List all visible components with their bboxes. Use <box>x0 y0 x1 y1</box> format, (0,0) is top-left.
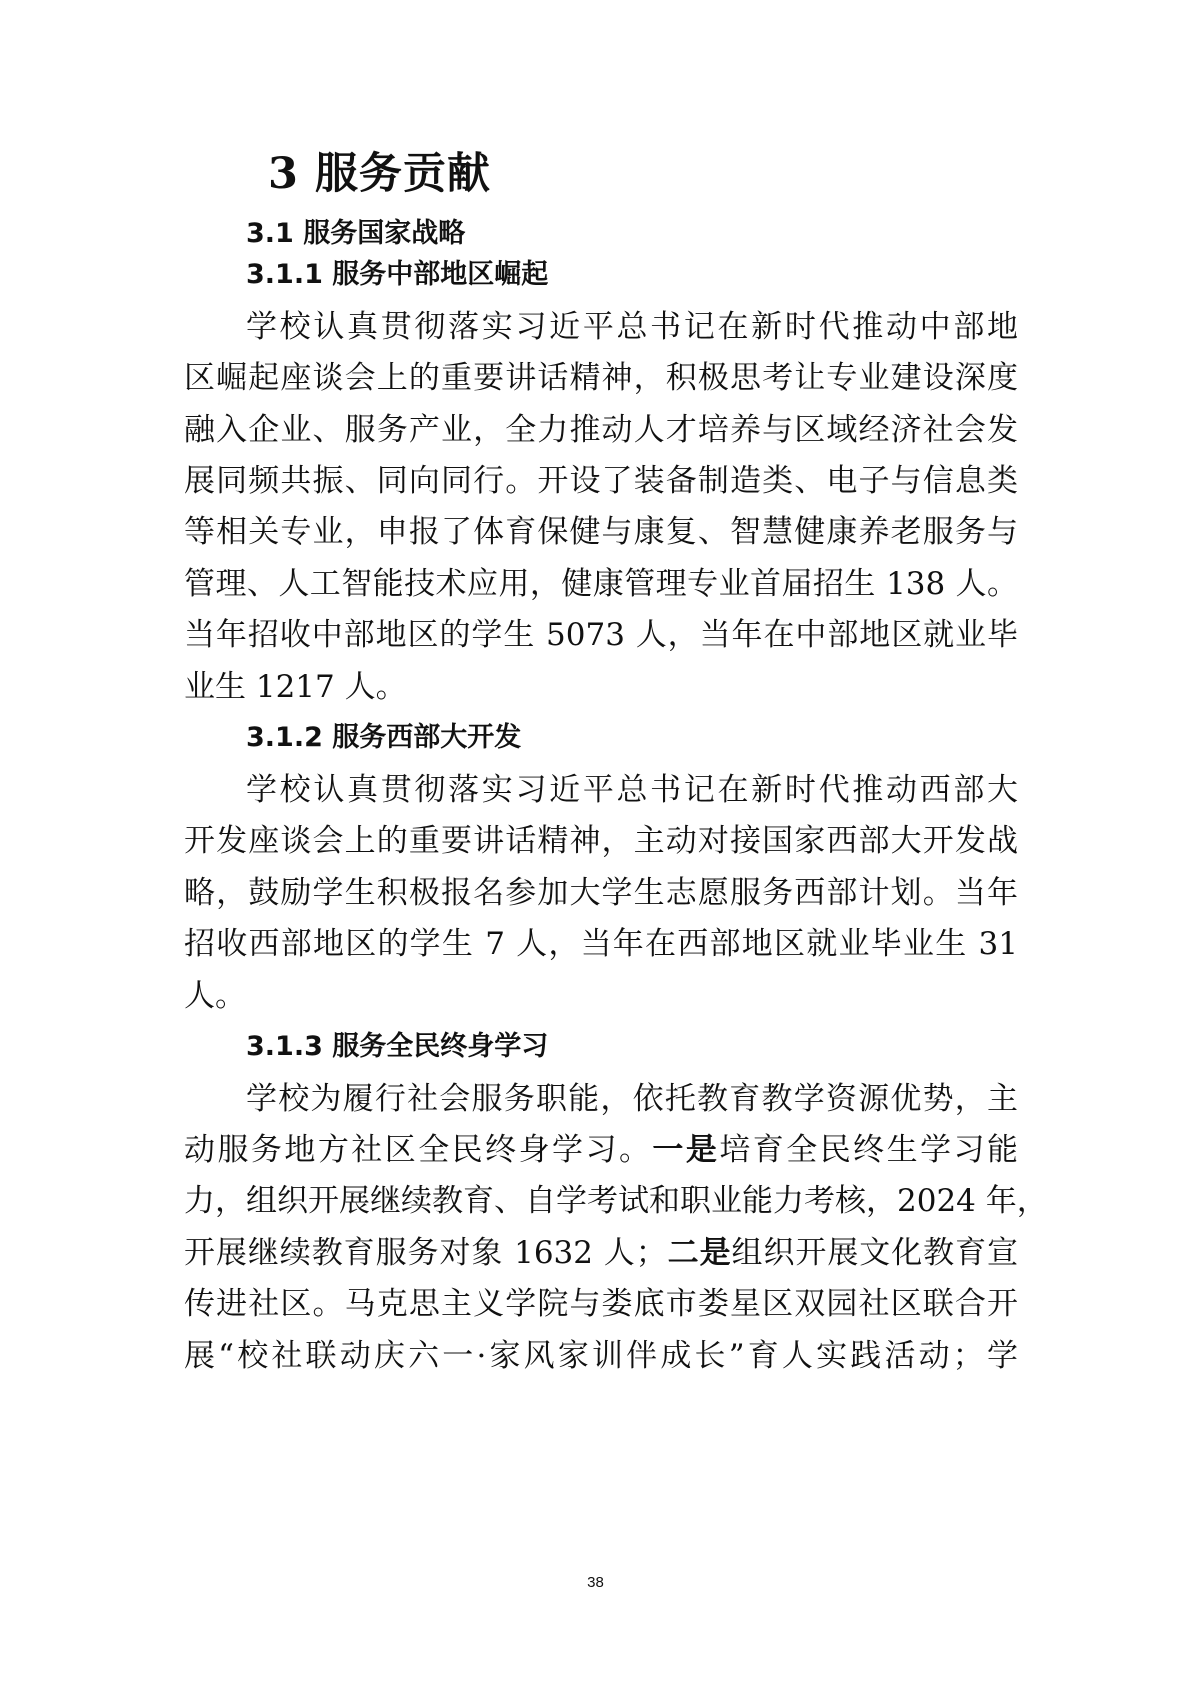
paragraph-line: 略，鼓励学生积极报名参加大学生志愿服务西部计划。当年 <box>184 875 1018 911</box>
emphasis-second: 二是 <box>666 1235 732 1271</box>
text-run: 开展继续教育服务对象 1632 人； <box>184 1235 667 1271</box>
text-run: 培育全民终生学习能 <box>719 1132 1019 1168</box>
paragraph-line: 招收西部地区的学生 7 人，当年在西部地区就业毕业生 31 <box>184 926 1018 962</box>
subsection-heading-2: 3.1.2 服务西部大开发 <box>246 722 522 753</box>
paragraph-line: 开发座谈会上的重要讲话精神，主动对接国家西部大开发战 <box>184 823 1018 859</box>
paragraph-line: 业生 1217 人。 <box>184 669 407 705</box>
emphasis-first: 一是 <box>652 1132 720 1168</box>
paragraph-line: 学校为履行社会服务职能，依托教育教学资源优势，主 <box>246 1081 1018 1117</box>
chapter-heading: 3 服务贡献 <box>268 149 491 199</box>
paragraph-line: 力，组织开展继续教育、自学考试和职业能力考核，2024 年， <box>184 1183 1048 1219</box>
paragraph-line: 学校认真贯彻落实习近平总书记在新时代推动中部地 <box>246 309 1018 345</box>
page-number: 38 <box>587 1574 604 1591</box>
subsection-heading-1: 3.1.1 服务中部地区崛起 <box>246 259 549 290</box>
paragraph-line: 等相关专业，申报了体育保健与康复、智慧健康养老服务与 <box>184 514 1018 550</box>
text-run: 组织开展文化教育宣 <box>731 1235 1019 1271</box>
paragraph-line <box>184 1233 1018 1273</box>
section-heading: 3.1 服务国家战略 <box>246 218 466 249</box>
subsection-heading-3: 3.1.3 服务全民终身学习 <box>246 1031 549 1062</box>
paragraph-line: 展“校社联动庆六一·家风家训伴成长”育人实践活动；学 <box>184 1338 1018 1374</box>
paragraph-line: 管理、人工智能技术应用，健康管理专业首届招生 138 人。 <box>184 566 1018 602</box>
paragraph-line: 学校认真贯彻落实习近平总书记在新时代推动西部大 <box>246 772 1018 808</box>
paragraph-line: 传进社区。马克思主义学院与娄底市娄星区双园社区联合开 <box>184 1286 1018 1322</box>
paragraph-line: 区崛起座谈会上的重要讲话精神，积极思考让专业建设深度 <box>184 360 1018 396</box>
paragraph-line: 展同频共振、同向同行。开设了装备制造类、电子与信息类 <box>184 463 1018 499</box>
paragraph-line <box>184 1130 1018 1170</box>
paragraph-line: 融入企业、服务产业，全力推动人才培养与区域经济社会发 <box>184 412 1018 448</box>
text-run: 动服务地方社区全民终身学习。 <box>184 1132 653 1168</box>
paragraph-line: 当年招收中部地区的学生 5073 人，当年在中部地区就业毕 <box>184 617 1018 653</box>
paragraph-line: 人。 <box>184 978 246 1014</box>
